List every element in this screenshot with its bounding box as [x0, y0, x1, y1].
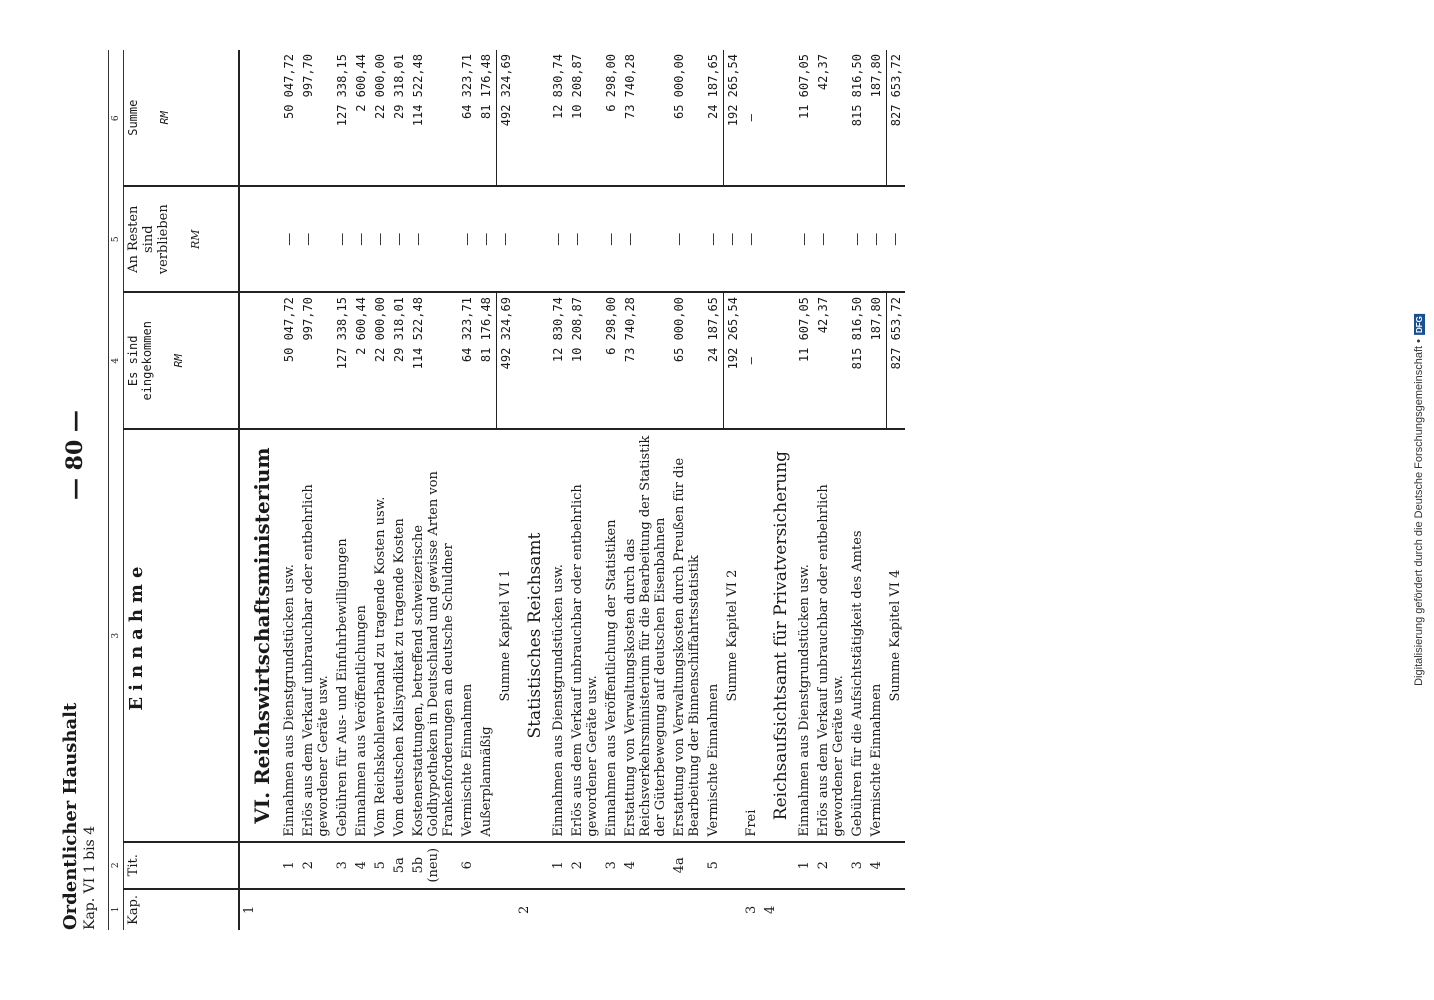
page-header-title: Ordentlicher Haushalt: [60, 702, 81, 930]
sum-rest: —: [496, 186, 515, 292]
kap-number: 3: [742, 889, 761, 930]
frei-label: Frei: [742, 429, 761, 841]
row-description: Einnahmen aus Dienstgrundstücken usw.: [280, 429, 299, 841]
amount-received: 11 607,05: [795, 292, 814, 429]
credit-text: Digitalisierung gefördert durch die Deutsche Forschungsgemeinschaft •: [1413, 339, 1425, 686]
amount-remaining: —: [371, 186, 390, 292]
row-description: Gebühren für die Aufsichtstätigkeit des Amtes: [848, 429, 867, 841]
tit-number: 4: [621, 842, 670, 889]
amount-received: 127 338,15: [333, 292, 352, 429]
digitization-credit: [1406, 10, 1432, 990]
section-rows: [280, 50, 496, 930]
amount-remaining: —: [299, 186, 333, 292]
amount-remaining: —: [409, 186, 458, 292]
kap-cell: [568, 889, 602, 930]
kap-cell: [704, 889, 723, 930]
tit-number: 2: [568, 842, 602, 889]
table-row: [814, 50, 848, 930]
kap-number: 1: [239, 889, 280, 930]
row-description: Einnahmen aus Veröffentlichung der Statistiken: [602, 429, 621, 841]
tit-number: 5: [704, 842, 723, 889]
amount-total: 815 816,50: [850, 54, 864, 127]
amount-total: 65 000,00: [672, 54, 686, 120]
tit-number: 5: [371, 842, 390, 889]
sum-total: 192 265,54: [725, 54, 740, 127]
col-number: 5: [109, 186, 124, 292]
amount-remaining: —: [602, 186, 621, 292]
kap-cell: [409, 889, 458, 930]
amount-received: 114 522,48: [409, 292, 458, 429]
header-resten: An Resten sind verblieben RM: [124, 186, 240, 292]
amount-received: 65 000,00: [670, 292, 704, 429]
page-header-subtitle: Kap. VI 1 bis 4: [82, 825, 98, 930]
sum-in: 192 265,54: [723, 292, 742, 429]
amount-received: 73 740,28: [621, 292, 670, 429]
row-description: Erlös aus dem Verkauf unbrauchbar oder entbehrlich gewordener Geräte usw.: [814, 429, 848, 841]
amount-total: 29 318,01: [392, 54, 406, 120]
tit-number: 1: [549, 842, 568, 889]
table-row: [299, 50, 333, 930]
tit-number: 2: [299, 842, 333, 889]
row-description: Einnahmen aus Dienstgrundstücken usw.: [795, 429, 814, 841]
table-row: [670, 50, 704, 930]
amount-total: 10 208,87: [570, 54, 584, 120]
amount-remaining: —: [867, 186, 886, 292]
table-row: [352, 50, 371, 930]
table-row: [867, 50, 886, 930]
sum-rest: —: [886, 186, 905, 292]
amount-received: 42,37: [814, 292, 848, 429]
tit-number: 4a: [670, 842, 704, 889]
table-row: [409, 50, 458, 930]
col-number: 4: [109, 292, 124, 429]
kap-cell: [867, 889, 886, 930]
amount-received: 997,70: [299, 292, 333, 429]
kap-cell: [549, 889, 568, 930]
amount-remaining: —: [333, 186, 352, 292]
tit-number: 5b (neu): [409, 842, 458, 889]
amount-received: 187,80: [867, 292, 886, 429]
section-title-row: [761, 50, 795, 930]
table-row: [333, 50, 352, 930]
kap-cell: [670, 889, 704, 930]
sum-label: Summe Kapitel VI 2: [723, 429, 742, 841]
section-title-row: [239, 50, 280, 930]
tit-number: 1: [795, 842, 814, 889]
amount-total: 187,80: [867, 50, 886, 186]
amount-total: 997,70: [301, 54, 315, 98]
tit-number: 4: [867, 842, 886, 889]
kap-cell: [390, 889, 409, 930]
frei-row: [742, 50, 761, 930]
row-description: Erstattung von Verwaltungskosten durch das Reichsverkehrsministerium für die Bearbeitung der Statistik der Güterbewegung auf deutschen Eisenbahnen: [621, 429, 670, 841]
amount-remaining: —: [549, 186, 568, 292]
table-row: [704, 50, 723, 930]
dfg-logo: DFG: [1415, 316, 1424, 334]
amount-total: 24 187,65: [704, 50, 723, 186]
section-title: VI. Reichswirtschaftsministerium: [239, 429, 280, 841]
amount-remaining: —: [458, 186, 477, 292]
amount-total: 114 522,48: [411, 54, 425, 127]
tit-number: 3: [333, 842, 352, 889]
table-row: [848, 50, 867, 930]
amount-remaining: —: [704, 186, 723, 292]
tit-number: 1: [280, 842, 299, 889]
row-description: Vermischte Einnahmen: [458, 429, 477, 841]
table-row: [549, 50, 568, 930]
amount-remaining: —: [390, 186, 409, 292]
section-rows: [549, 50, 723, 930]
kap-cell: [848, 889, 867, 930]
table-row: [621, 50, 670, 930]
amount-remaining: —: [848, 186, 867, 292]
header-kap: Kap.: [124, 889, 240, 930]
sum-label: Summe Kapitel VI 1: [496, 429, 515, 841]
amount-received: 12 830,74: [549, 292, 568, 429]
row-description: Erlös aus dem Verkauf unbrauchbar oder entbehrlich gewordener Geräte usw.: [299, 429, 333, 841]
sum-row: [886, 50, 905, 930]
tit-number: 4: [352, 842, 371, 889]
kap-number: 4: [761, 889, 795, 930]
table-row: [477, 50, 496, 930]
table-row: [568, 50, 602, 930]
kap-cell: [795, 889, 814, 930]
kap-cell: [621, 889, 670, 930]
amount-total: 22 000,00: [373, 54, 387, 120]
kap-cell: [458, 889, 477, 930]
sum-in: 492 324,69: [496, 292, 515, 429]
amount-received: 29 318,01: [390, 292, 409, 429]
table-row: [458, 50, 477, 930]
sum-in: 827 653,72: [886, 292, 905, 429]
column-number-row: [109, 50, 124, 930]
amount-received: 24 187,65: [704, 292, 723, 429]
kap-cell: [371, 889, 390, 930]
table-row: [371, 50, 390, 930]
col-number: 1: [109, 889, 124, 930]
kap-cell: [352, 889, 371, 930]
amount-total: 42,37: [816, 54, 830, 91]
row-description: Vermischte Einnahmen: [867, 429, 886, 841]
row-description: Einnahmen aus Dienstgrundstücken usw.: [549, 429, 568, 841]
header-summe: Summe RM: [124, 50, 240, 186]
amount-total: 73 740,28: [623, 54, 637, 120]
col-number: 3: [109, 429, 124, 841]
table-row: [390, 50, 409, 930]
amount-remaining: —: [352, 186, 371, 292]
amount-received: 50 047,72: [280, 292, 299, 429]
row-description: Vom Reichskohlenverband zu tragende Kosten usw.: [371, 429, 390, 841]
budget-table: [108, 50, 905, 930]
amount-received: 22 000,00: [371, 292, 390, 429]
amount-received: 10 208,87: [568, 292, 602, 429]
amount-total: 12 830,74: [551, 54, 565, 120]
sum-row: [496, 50, 515, 930]
kap-cell: [602, 889, 621, 930]
amount-total: 2 600,44: [354, 54, 368, 112]
sum-rest: —: [723, 186, 742, 292]
tit-number: [477, 842, 496, 889]
tit-number: 3: [848, 842, 867, 889]
amount-total: 50 047,72: [282, 54, 296, 120]
row-description: Erlös aus dem Verkauf unbrauchbar oder entbehrlich gewordener Geräte usw.: [568, 429, 602, 841]
header-tit: Tit.: [124, 842, 240, 889]
kap-cell: [299, 889, 333, 930]
row-description: Außerplanmäßig: [477, 429, 496, 841]
amount-remaining: —: [814, 186, 848, 292]
column-header-row: [124, 50, 240, 930]
row-description: Kostenerstattungen, betreffend schweizerische Goldhypotheken in Deutschland und gewisse Arten von Frankenforderungen an deutsche Schuldner: [409, 429, 458, 841]
amount-received: 815 816,50: [848, 292, 867, 429]
sum-label: Summe Kapitel VI 4: [886, 429, 905, 841]
kap-cell: [280, 889, 299, 930]
sum-total: 492 324,69: [498, 54, 513, 127]
page-number: — 80 —: [62, 410, 88, 500]
amount-received: 81 176,48: [477, 292, 496, 429]
amount-total: 11 607,05: [797, 54, 811, 120]
amount-remaining: —: [670, 186, 704, 292]
sum-total: 827 653,72: [888, 54, 903, 127]
tit-number: 2: [814, 842, 848, 889]
row-description: Erstattung von Verwaltungskosten durch Preußen für die Bearbeitung der Binnenschiffahrtsstatistik: [670, 429, 704, 841]
sum-row: [723, 50, 742, 930]
amount-total: 64 323,71: [460, 54, 474, 120]
table-row: [795, 50, 814, 930]
tit-number: 6: [458, 842, 477, 889]
row-description: Einnahmen aus Veröffentlichungen: [352, 429, 371, 841]
amount-remaining: —: [795, 186, 814, 292]
tit-number: 3: [602, 842, 621, 889]
col-number: 6: [109, 50, 124, 186]
amount-remaining: —: [568, 186, 602, 292]
section-rows: [795, 50, 886, 930]
section-title: Statistisches Reichsamt: [515, 429, 549, 841]
tit-number: 5a: [390, 842, 409, 889]
frei-in: —: [742, 292, 761, 429]
kap-cell: [477, 889, 496, 930]
frei-rest: —: [742, 186, 761, 292]
table-row: [280, 50, 299, 930]
amount-total: 81 176,48: [477, 50, 496, 186]
kap-cell: [333, 889, 352, 930]
kap-cell: [814, 889, 848, 930]
amount-remaining: —: [621, 186, 670, 292]
row-description: Gebühren für Aus- und Einfuhrbewilligungen: [333, 429, 352, 841]
table-row: [602, 50, 621, 930]
section-title: Reichsaufsichtsamt für Privatversicherung: [761, 429, 795, 841]
row-description: Vermischte Einnahmen: [704, 429, 723, 841]
amount-received: 64 323,71: [458, 292, 477, 429]
col-number: 2: [109, 842, 124, 889]
row-description: Vom deutschen Kalisyndikat zu tragende Kosten: [390, 429, 409, 841]
kap-number: 2: [515, 889, 549, 930]
amount-received: 6 298,00: [602, 292, 621, 429]
amount-remaining: —: [477, 186, 496, 292]
header-einnahme: Einnahme: [124, 429, 240, 841]
header-eingekommen: Es sind eingekommen RM: [124, 292, 240, 429]
amount-total: 127 338,15: [335, 54, 349, 127]
frei-sum: —: [744, 114, 758, 122]
amount-remaining: —: [280, 186, 299, 292]
amount-total: 6 298,00: [604, 54, 618, 112]
amount-received: 2 600,44: [352, 292, 371, 429]
section-title-row: [515, 50, 549, 930]
